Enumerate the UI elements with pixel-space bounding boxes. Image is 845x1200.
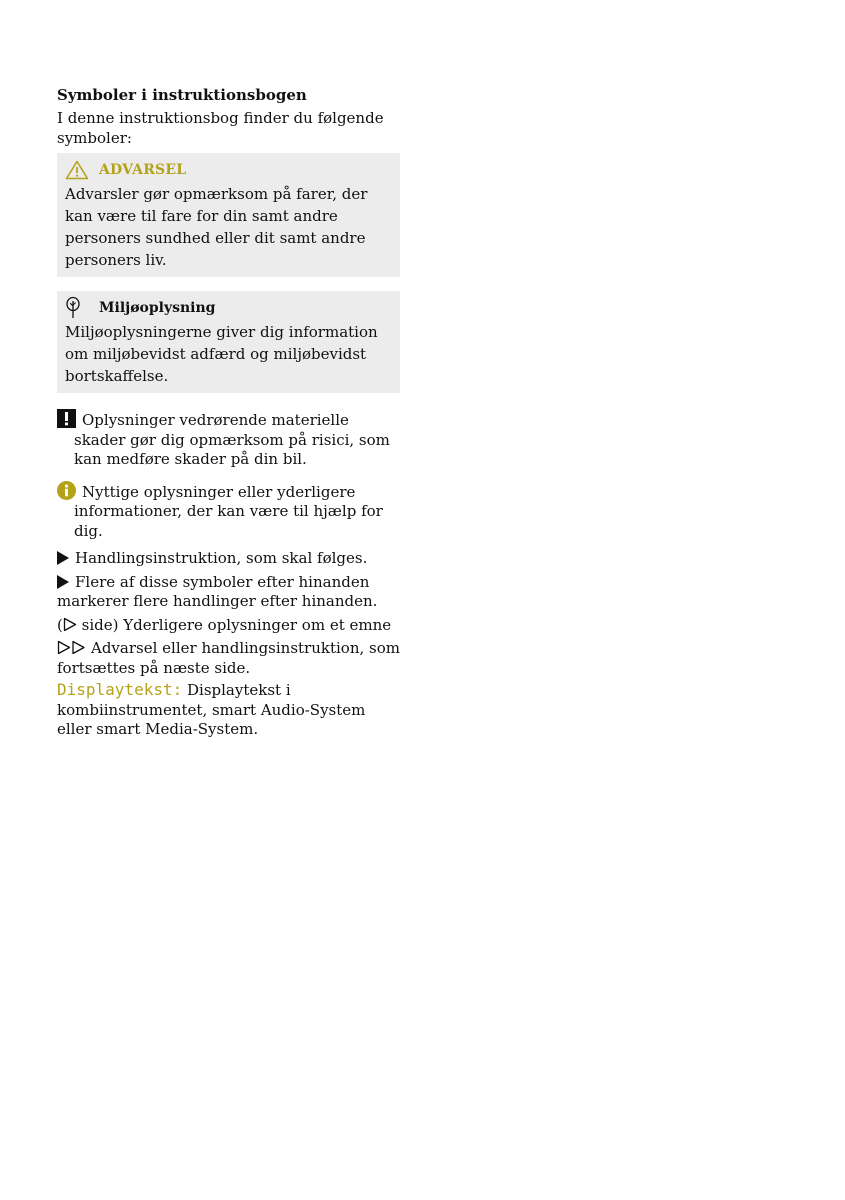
warning-title: ADVARSEL	[99, 162, 187, 178]
damage-note-text: Oplysninger vedrørende materielle skader gør dig opmærksom på risici, som kan medføre skader på din bil.	[74, 411, 390, 468]
warning-triangle-icon	[65, 160, 89, 180]
exclamation-icon	[57, 409, 76, 428]
continued-note	[57, 639, 400, 678]
section-intro: I denne instruktionsbog finder du følgende symboler:	[57, 109, 384, 147]
reference-arrow-icon	[63, 617, 77, 632]
info-note-text: Nyttige oplysninger eller yderligere informationer, der kan være til hjælp for dig.	[74, 482, 383, 540]
symbols-section	[57, 84, 400, 740]
display-text: Displaytekst i kombiinstrumentet, smart Audio-System eller smart Media-System.	[57, 681, 366, 738]
environment-box	[57, 291, 400, 393]
environment-title: Miljøoplysning	[99, 300, 216, 316]
crossref-prefix: (	[57, 615, 63, 634]
crossref-text: side) Yderligere oplysninger om et emne	[76, 615, 392, 634]
instruction-step-1	[57, 549, 400, 569]
info-icon	[57, 481, 76, 500]
play-arrow-icon	[57, 575, 69, 589]
instruction-step-1-text: Handlingsinstruktion, som skal følges.	[75, 549, 368, 567]
warning-box	[57, 153, 400, 277]
play-arrow-icon	[57, 551, 69, 565]
damage-note	[57, 409, 400, 470]
continued-note-text: Advarsel eller handlingsinstruktion, som fortsættes på næste side.	[57, 639, 400, 677]
display-text-note	[57, 680, 400, 740]
instruction-step-2	[57, 573, 400, 612]
tree-icon	[65, 296, 83, 320]
section-title: Symboler i instruktionsbogen	[57, 86, 307, 104]
warning-body: Advarsler gør opmærksom på farer, der kan være til fare for din samt andre personers sundhed eller dit samt andre personers liv.	[65, 185, 368, 269]
instruction-step-2-text: Flere af disse symboler efter hinanden markerer flere handlinger efter hinanden.	[57, 572, 378, 610]
cross-reference-note	[57, 616, 400, 636]
environment-body: Miljøoplysningerne giver dig information om miljøbevidst adfærd og miljøbevidst bortskaffelse.	[65, 323, 378, 385]
display-label: Displaytekst:	[57, 680, 183, 699]
info-note	[57, 481, 400, 542]
double-arrow-icon	[57, 640, 87, 655]
